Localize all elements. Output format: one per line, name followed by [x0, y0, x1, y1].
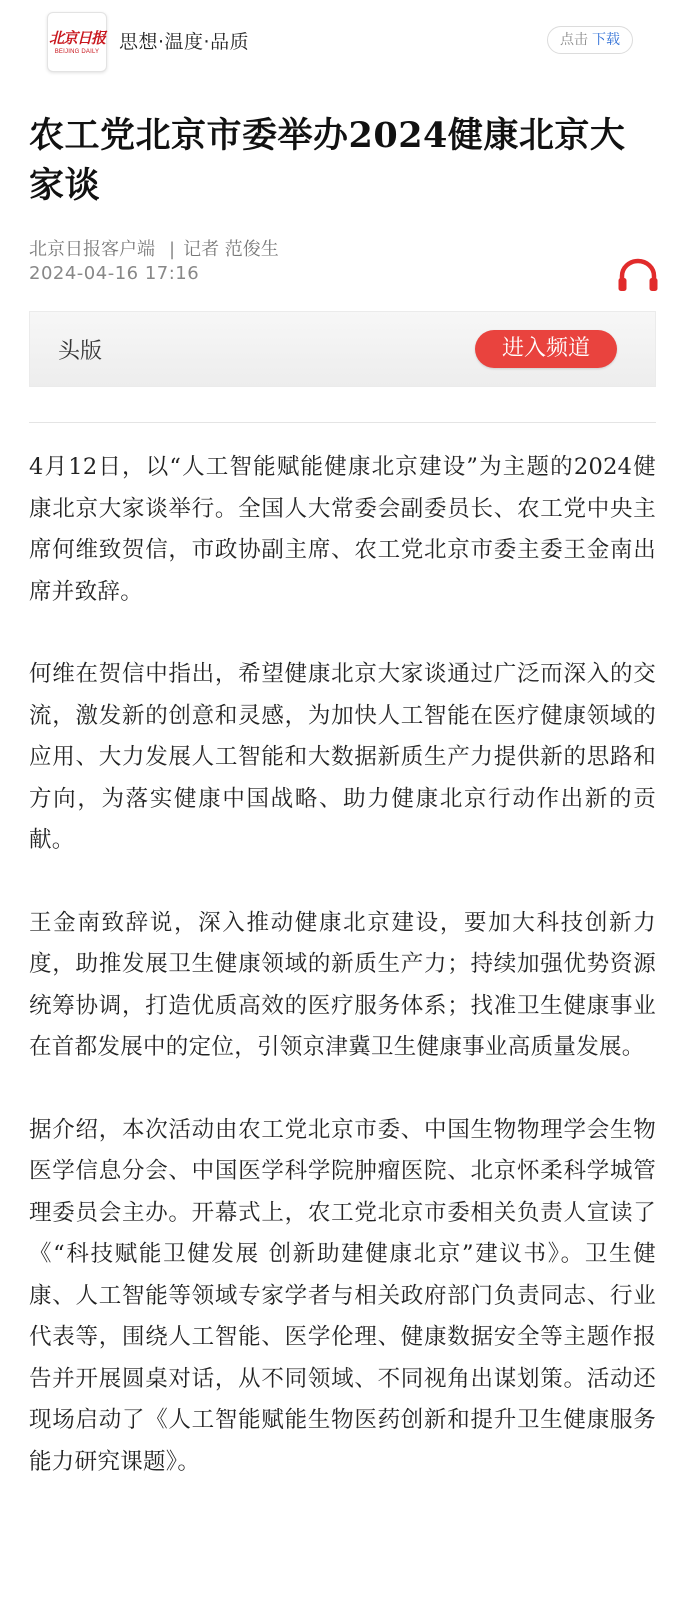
download-label: 下载: [592, 32, 620, 48]
content-divider: [29, 422, 656, 423]
article-source: 北京日报客户端: [29, 239, 155, 260]
app-slogan: 思想·温度·品质: [119, 31, 250, 53]
article-paragraph-1: 4月12日，以“人工智能赋能健康北京建设”为主题的2024健康北京大家谈举行。全国人大常委会副委员长、农工党中央主席何维致贺信，市政协副主席、农工党北京市委主委王金南出席并致辞。: [29, 454, 656, 605]
byline-separator: |: [169, 239, 176, 260]
article-byline: [29, 235, 279, 261]
download-click-text: 点击: [560, 32, 588, 48]
channel-bar: [29, 311, 656, 387]
article-paragraph-4: 据介绍，本次活动由农工党北京市委、中国生物物理学会生物医学信息分会、中国医学科学院肿瘤医院、北京怀柔科学城管理委员会主办。开幕式上，农工党北京市委相关负责人宣读了《“科技赋能卫健发展 创新助建健康北京”建议书》。卫生健康、人工智能等领域专家学者与相关政府部门负责同志、行业代表等，围绕人工智能、医学伦理、健康数据安全等主题作报告并开展圆桌对话，从不同领域、不同视角出谋划策。活动还现场启动了《人工智能赋能生物医药创新和提升卫生健康服务能力研究课题》。: [29, 1116, 656, 1475]
headphone-icon[interactable]: [617, 258, 659, 292]
article-paragraph-2: 何维在贺信中指出，希望健康北京大家谈通过广泛而深入的交流，激发新的创意和灵感，为加快人工智能在医疗健康领域的应用、大力发展人工智能和大数据新质生产力提供新的思路和方向，为落实健康中国战略、助力健康北京行动作出新的贡献。: [29, 661, 656, 853]
article-datetime: 2024-04-16 17:16: [29, 263, 200, 284]
article-author: 记者 范俊生: [183, 239, 279, 260]
channel-name: 头版: [58, 339, 103, 364]
article-paragraph-3: 王金南致辞说，深入推动健康北京建设，要加大科技创新力度，助推发展卫生健康领域的新质生产力；持续加强优势资源统筹协调，打造优质高效的医疗服务体系；找准卫生健康事业在首都发展中的定位，引领京津冀卫生健康事业高质量发展。: [29, 909, 656, 1060]
logo-text: 北京日报: [48, 29, 105, 47]
article-body: [29, 447, 656, 1524]
download-app-button[interactable]: [547, 26, 633, 54]
article-title: 农工党北京市委举办2024健康北京大家谈: [29, 115, 626, 206]
beijing-daily-logo[interactable]: [47, 12, 107, 72]
logo-subtext: BEIJING DAILY: [54, 49, 100, 55]
enter-channel-button[interactable]: 进入频道: [475, 330, 617, 368]
app-header: [0, 0, 700, 84]
